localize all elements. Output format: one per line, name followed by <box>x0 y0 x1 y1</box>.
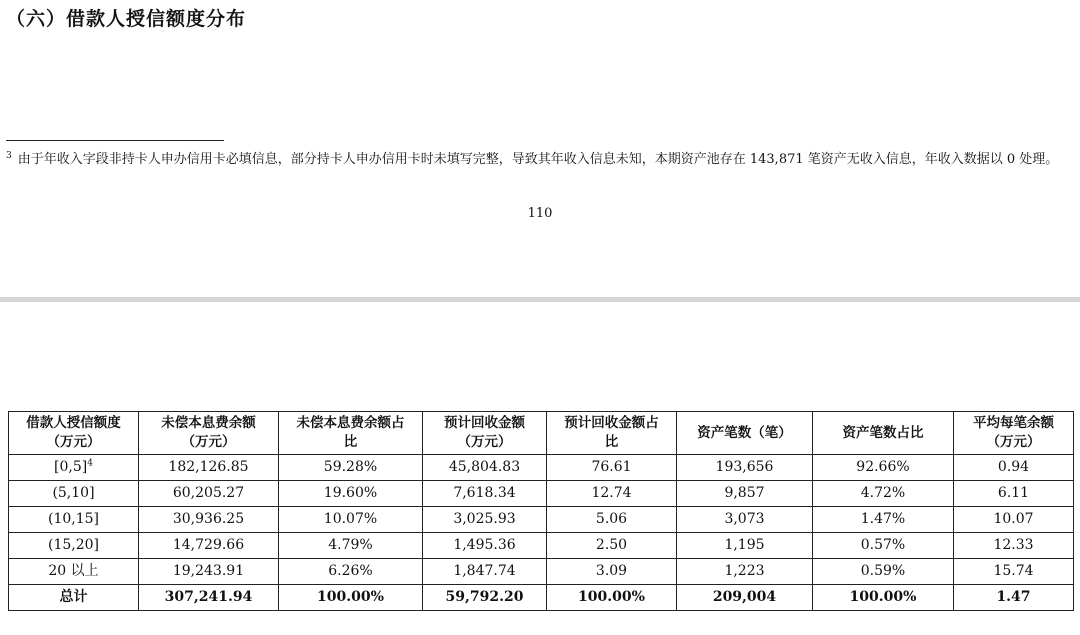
credit-limit-distribution-table <box>8 411 1074 611</box>
table-cell: 12.74 <box>547 481 677 507</box>
table-cell: 3.09 <box>547 559 677 585</box>
row-label: (10,15] <box>9 507 139 533</box>
table-cell: 209,004 <box>677 585 813 611</box>
row-label: (5,10] <box>9 481 139 507</box>
table-cell: 15.74 <box>954 559 1074 585</box>
row-label: (15,20] <box>9 533 139 559</box>
row-label: $[0,5]^4$ <box>9 455 139 481</box>
table-cell: 9,857 <box>677 481 813 507</box>
table-cell: 193,656 <box>677 455 813 481</box>
table-header-row <box>9 412 1074 455</box>
table-cell: 4.79% <box>279 533 423 559</box>
table-cell: 92.66% <box>813 455 954 481</box>
table-cell: 59,792.20 <box>423 585 547 611</box>
table-cell: 2.50 <box>547 533 677 559</box>
table-cell: 30,936.25 <box>139 507 279 533</box>
table-cell: 1.47% <box>813 507 954 533</box>
table-cell: 4.72% <box>813 481 954 507</box>
row-label: 总计 <box>9 585 139 611</box>
table-cell: 14,729.66 <box>139 533 279 559</box>
footnote-ref: 4 <box>87 458 93 469</box>
table-cell: 45,804.83 <box>423 455 547 481</box>
col-header-credit-limit: 借款人授信额度 （万元） <box>9 412 139 455</box>
table-cell: 1.47 <box>954 585 1074 611</box>
table-cell: 307,241.94 <box>139 585 279 611</box>
table-row <box>9 533 1074 559</box>
table-cell: 0.57% <box>813 533 954 559</box>
row-label: 20 以上 <box>9 559 139 585</box>
col-header-outstanding-balance: 未偿本息费余额 （万元） <box>139 412 279 455</box>
col-header-asset-count-share: 资产笔数占比 <box>813 412 954 455</box>
table-cell: 60,205.27 <box>139 481 279 507</box>
table-cell: 1,223 <box>677 559 813 585</box>
table-cell: 0.94 <box>954 455 1074 481</box>
page-number: 110 <box>527 206 553 221</box>
col-header-expected-recovery: 预计回收金额 （万元） <box>423 412 547 455</box>
table-row <box>9 507 1074 533</box>
section-heading: （六）借款人授信额度分布 <box>6 8 247 30</box>
col-header-outstanding-share: 未偿本息费余额占 比 <box>279 412 423 455</box>
table-cell: 19,243.91 <box>139 559 279 585</box>
table-cell: 1,495.36 <box>423 533 547 559</box>
table-cell: 3,025.93 <box>423 507 547 533</box>
table-cell: 0.59% <box>813 559 954 585</box>
table-total-row <box>9 585 1074 611</box>
table-cell: 7,618.34 <box>423 481 547 507</box>
col-header-avg-balance: 平均每笔余额 （万元） <box>954 412 1074 455</box>
table-cell: 76.61 <box>547 455 677 481</box>
table-cell: 10.07% <box>279 507 423 533</box>
table-row <box>9 455 1074 481</box>
table-cell: 1,195 <box>677 533 813 559</box>
col-header-asset-count: 资产笔数（笔） <box>677 412 813 455</box>
table-row <box>9 559 1074 585</box>
table-cell: 5.06 <box>547 507 677 533</box>
table-cell: 6.11 <box>954 481 1074 507</box>
table-cell: 100.00% <box>547 585 677 611</box>
footnote-divider <box>6 140 224 141</box>
table-cell: 12.33 <box>954 533 1074 559</box>
table-cell: 19.60% <box>279 481 423 507</box>
table-cell: 3,073 <box>677 507 813 533</box>
table-cell: 100.00% <box>279 585 423 611</box>
footnote <box>6 149 1074 171</box>
col-header-recovery-share: 预计回收金额占 比 <box>547 412 677 455</box>
footnote-marker: 3 <box>6 151 12 161</box>
table-cell: 6.26% <box>279 559 423 585</box>
table-cell: 100.00% <box>813 585 954 611</box>
table-cell: 1,847.74 <box>423 559 547 585</box>
table-row <box>9 481 1074 507</box>
table-cell: 182,126.85 <box>139 455 279 481</box>
page-separator <box>0 297 1080 302</box>
table-cell: 10.07 <box>954 507 1074 533</box>
footnote-text: 由于年收入字段非持卡人申办信用卡必填信息，部分持卡人申办信用卡时未填写完整，导致其年收入信息未知，本期资产池存在 143,871 笔资产无收入信息，年收入数据以 0 处理。 <box>17 152 1059 167</box>
table-cell: 59.28% <box>279 455 423 481</box>
